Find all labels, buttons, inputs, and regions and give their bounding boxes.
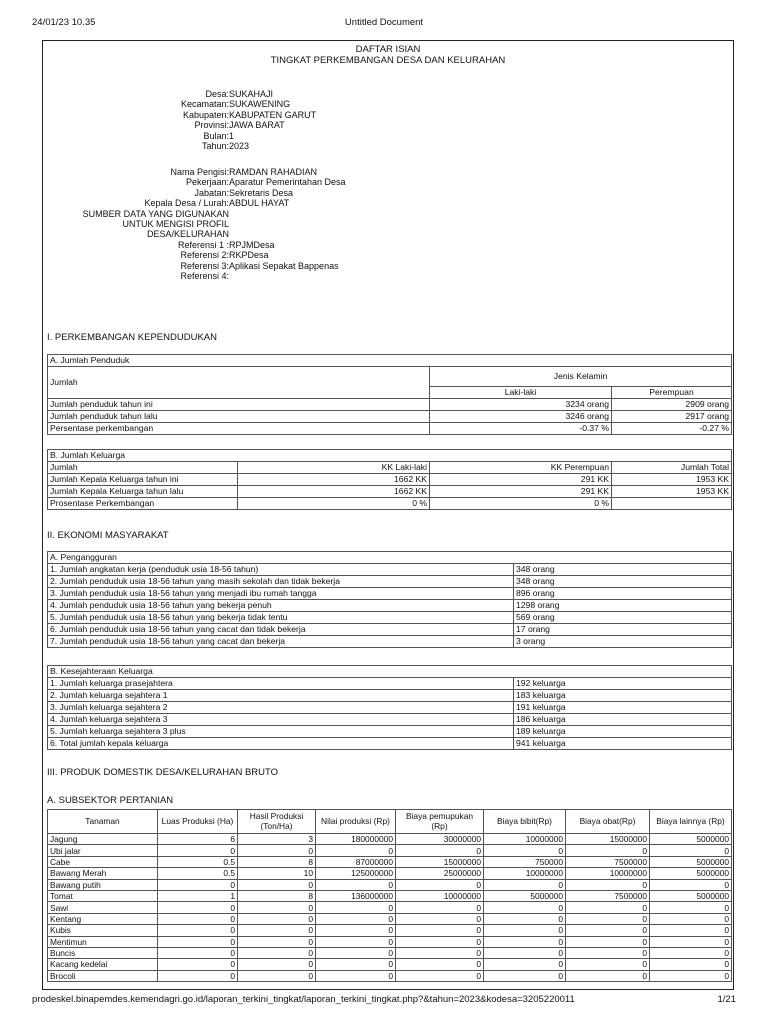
print-doc-title: Untitled Document <box>344 17 424 28</box>
table-row <box>48 612 732 624</box>
agriculture-cell: 0 <box>484 959 566 970</box>
population-label: Persentase perkembangan <box>48 423 430 435</box>
peng-label: 2. Jumlah penduduk usia 18-56 tahun yang masih sekolah dan tidak bekerja <box>48 576 514 588</box>
agriculture-cell: 0 <box>484 902 566 913</box>
identity-row <box>43 141 316 151</box>
filler-value: RPJMDesa <box>229 239 275 250</box>
filler-value: RAMDAN RAHADIAN <box>229 167 318 177</box>
family-cell: 291 KK <box>430 486 612 498</box>
filler-label: SUMBER DATA YANG DIGUNAKAN <box>82 208 229 219</box>
identity-block <box>43 89 316 151</box>
filler-row <box>43 198 346 208</box>
agriculture-cell: 0 <box>158 913 238 924</box>
table-row <box>48 411 732 423</box>
kes-value: 186 keluarga <box>514 714 732 726</box>
agriculture-cell: Cabe <box>48 856 158 867</box>
family-cell: 1662 KK <box>238 474 430 486</box>
agriculture-col-header: Biaya lainnya (Rp) <box>650 810 732 834</box>
agriculture-cell: 0 <box>650 845 732 856</box>
table-row <box>48 714 732 726</box>
table-row <box>48 474 732 486</box>
population-female: -0.27 % <box>612 423 732 435</box>
identity-label: Tahun: <box>201 141 229 152</box>
filler-value: RKPDesa <box>229 250 269 261</box>
agriculture-cell: 87000000 <box>316 856 396 867</box>
agriculture-cell: Tomat <box>48 890 158 901</box>
table-row <box>48 936 732 947</box>
agriculture-cell: 0 <box>484 925 566 936</box>
agriculture-cell: 10 <box>238 868 316 879</box>
kes-label: 1. Jumlah keluarga prasejahtera <box>48 678 514 690</box>
agriculture-cell: 10000000 <box>484 868 566 879</box>
agriculture-cell: 0 <box>316 925 396 936</box>
filler-row <box>43 167 346 177</box>
agriculture-cell: 0 <box>566 902 650 913</box>
agriculture-cell: 10000000 <box>484 834 566 845</box>
family-cell: Jumlah Kepala Keluarga tahun ini <box>48 474 238 486</box>
filler-label: Jabatan: <box>194 187 229 198</box>
agriculture-cell: Bawang putih <box>48 879 158 890</box>
filler-label: Kepala Desa / Lurah: <box>144 198 229 209</box>
identity-label: Bulan: <box>203 130 229 141</box>
agriculture-cell: Ubi jalar <box>48 845 158 856</box>
filler-row <box>43 177 346 187</box>
table-row <box>48 834 732 845</box>
title-line-2: TINGKAT PERKEMBANGAN DESA DAN KELURAHAN <box>270 55 506 66</box>
filler-value: Aplikasi Sepakat Bappenas <box>229 260 339 271</box>
agriculture-cell: 7500000 <box>566 890 650 901</box>
agriculture-col-header: Luas Produksi (Ha) <box>158 810 238 834</box>
kes-label: 4. Jumlah keluarga sejahtera 3 <box>48 714 514 726</box>
table-row <box>48 890 732 901</box>
agriculture-cell: 0 <box>238 879 316 890</box>
agriculture-col-header: Biaya obat(Rp) <box>566 810 650 834</box>
agriculture-cell: 0 <box>396 947 484 958</box>
agriculture-cell: 0 <box>316 959 396 970</box>
identity-row <box>43 131 316 141</box>
family-cell: Prosentase Perkembangan <box>48 498 238 510</box>
agriculture-cell: 0.5 <box>158 868 238 879</box>
population-col-jumlah: Jumlah <box>48 367 430 399</box>
agriculture-cell: 0 <box>650 947 732 958</box>
table-row <box>48 970 732 981</box>
agriculture-cell: 0 <box>650 925 732 936</box>
agriculture-cell: 0 <box>238 959 316 970</box>
agriculture-cell: 0 <box>158 902 238 913</box>
table-row <box>48 947 732 958</box>
identity-value: KABUPATEN GARUT <box>229 109 317 120</box>
document-frame <box>42 40 734 990</box>
filler-row <box>43 271 346 281</box>
agriculture-cell: 15000000 <box>566 834 650 845</box>
identity-label: Provinsi: <box>194 120 229 131</box>
agriculture-cell: 0 <box>238 936 316 947</box>
kes-label: 5. Jumlah keluarga sejahtera 3 plus <box>48 726 514 738</box>
agriculture-cell: 8 <box>238 890 316 901</box>
agriculture-cell: 0 <box>396 959 484 970</box>
identity-value: SUKAWENING <box>229 99 291 110</box>
peng-value: 1298 orang <box>514 600 732 612</box>
table-row <box>48 399 732 411</box>
peng-value: 17 orang <box>514 624 732 636</box>
peng-value: 3 orang <box>514 636 732 648</box>
agriculture-cell: 0 <box>566 947 650 958</box>
identity-label: Kecamatan: <box>180 99 229 110</box>
family-cell: Jumlah Kepala Keluarga tahun lalu <box>48 486 238 498</box>
agriculture-cell: 180000000 <box>316 834 396 845</box>
family-table-title: B. Jumlah Keluarga <box>48 450 732 462</box>
agriculture-cell: 6 <box>158 834 238 845</box>
agriculture-cell: Brocoli <box>48 970 158 981</box>
agriculture-cell: 5000000 <box>484 890 566 901</box>
identity-label: Desa: <box>205 89 229 99</box>
agriculture-cell: 0 <box>396 925 484 936</box>
table-row <box>48 588 732 600</box>
table-row <box>48 636 732 648</box>
agriculture-cell: 0 <box>566 879 650 890</box>
kes-value: 191 keluarga <box>514 702 732 714</box>
kes-value: 192 keluarga <box>514 678 732 690</box>
family-cell: 1953 KK <box>612 486 732 498</box>
agriculture-cell: 0 <box>238 902 316 913</box>
filler-label: Referensi 3: <box>180 260 229 271</box>
filler-label: Referensi 1 : <box>177 239 229 250</box>
identity-value: JAWA BARAT <box>229 120 285 131</box>
agriculture-cell: 7500000 <box>566 856 650 867</box>
agriculture-cell: 125000000 <box>316 868 396 879</box>
table-row <box>48 486 732 498</box>
peng-value: 348 orang <box>514 564 732 576</box>
agriculture-cell: 136000000 <box>316 890 396 901</box>
filler-row <box>43 250 346 260</box>
agriculture-cell: 0 <box>158 959 238 970</box>
agriculture-cell: 30000000 <box>396 834 484 845</box>
agriculture-cell: 0 <box>650 902 732 913</box>
agriculture-cell: 0 <box>650 936 732 947</box>
agriculture-cell: 0 <box>316 845 396 856</box>
agriculture-cell: 25000000 <box>396 868 484 879</box>
table-row <box>48 564 732 576</box>
filler-label: Referensi 2: <box>180 250 229 261</box>
agriculture-cell: 0 <box>316 947 396 958</box>
agriculture-cell: Kentang <box>48 913 158 924</box>
agriculture-cell: 0 <box>566 959 650 970</box>
agriculture-cell: 0 <box>158 925 238 936</box>
agriculture-cell: 0 <box>316 879 396 890</box>
agriculture-cell: 0 <box>238 970 316 981</box>
agriculture-cell: 0 <box>316 970 396 981</box>
agriculture-cell: 0 <box>396 845 484 856</box>
table-row <box>48 702 732 714</box>
agriculture-cell: 0 <box>650 879 732 890</box>
family-col-header: KK Laki-laki <box>238 462 430 474</box>
table-row <box>48 678 732 690</box>
family-cell <box>612 498 732 510</box>
table-row <box>48 959 732 970</box>
peng-label: 4. Jumlah penduduk usia 18-56 tahun yang bekerja penuh <box>48 600 514 612</box>
agriculture-cell: 0 <box>238 947 316 958</box>
agriculture-cell: 0 <box>484 947 566 958</box>
kes-value: 183 keluarga <box>514 690 732 702</box>
population-male: 3234 orang <box>430 399 612 411</box>
agriculture-cell: 0 <box>396 913 484 924</box>
agriculture-cell: 0 <box>396 936 484 947</box>
table-row <box>48 902 732 913</box>
filler-row <box>43 229 346 239</box>
family-col-header: KK Perempuan <box>430 462 612 474</box>
table-row <box>48 600 732 612</box>
table-row <box>48 690 732 702</box>
filler-value: Aparatur Pemerintahan Desa <box>229 177 346 188</box>
population-label: Jumlah penduduk tahun lalu <box>48 411 430 423</box>
identity-value: SUKAHAJI <box>229 89 274 99</box>
agriculture-cell: 0 <box>484 936 566 947</box>
peng-label: 3. Jumlah penduduk usia 18-56 tahun yang menjadi ibu rumah tangga <box>48 588 514 600</box>
filler-value: ABDUL HAYAT <box>229 198 290 209</box>
agriculture-col-header: Tanaman <box>48 810 158 834</box>
agriculture-cell: Kacang kedelai <box>48 959 158 970</box>
agriculture-cell: 3 <box>238 834 316 845</box>
agriculture-cell: 5000000 <box>650 868 732 879</box>
section-2-heading: II. EKONOMI MASYARAKAT <box>47 530 169 541</box>
filler-row <box>43 188 346 198</box>
agriculture-cell: Bawang Merah <box>48 868 158 879</box>
agriculture-cell: Sawi <box>48 902 158 913</box>
agriculture-cell: 0 <box>566 970 650 981</box>
table-row <box>48 868 732 879</box>
title-line-1: DAFTAR ISIAN <box>355 44 421 55</box>
agriculture-cell: 5000000 <box>650 890 732 901</box>
family-col-header: Jumlah Total <box>612 462 732 474</box>
identity-row <box>43 99 316 109</box>
agriculture-cell: Buncis <box>48 947 158 958</box>
agriculture-col-header: Biaya pemupukan (Rp) <box>396 810 484 834</box>
peng-label: 6. Jumlah penduduk usia 18-56 tahun yang cacat dan tidak bekerja <box>48 624 514 636</box>
agriculture-cell: 0 <box>484 970 566 981</box>
agriculture-cell: 0 <box>158 936 238 947</box>
family-table <box>47 449 732 510</box>
agriculture-cell: 0 <box>484 845 566 856</box>
table-row <box>48 738 732 750</box>
welfare-table-title: B. Kesejahteraan Keluarga <box>48 666 732 678</box>
filler-row <box>43 261 346 271</box>
filler-label: Referensi 4: <box>180 271 229 282</box>
population-label: Jumlah penduduk tahun ini <box>48 399 430 411</box>
filler-row <box>43 209 346 219</box>
agriculture-cell: Jagung <box>48 834 158 845</box>
identity-label: Kabupaten: <box>182 109 229 120</box>
agriculture-cell: 0 <box>316 902 396 913</box>
agriculture-cell: 15000000 <box>396 856 484 867</box>
population-male: -0.37 % <box>430 423 612 435</box>
filler-row <box>43 219 346 229</box>
peng-value: 569 orang <box>514 612 732 624</box>
peng-label: 5. Jumlah penduduk usia 18-56 tahun yang bekerja tidak tentu <box>48 612 514 624</box>
identity-value: 1 <box>229 130 235 141</box>
agriculture-col-header: Nilai produksi (Rp) <box>316 810 396 834</box>
identity-value: 2023 <box>229 141 250 152</box>
filler-value: Sekretaris Desa <box>229 187 294 198</box>
agriculture-cell: 0 <box>484 879 566 890</box>
table-row <box>48 856 732 867</box>
identity-row <box>43 110 316 120</box>
subsection-agriculture: A. SUBSEKTOR PERTANIAN <box>47 795 174 806</box>
peng-value: 348 orang <box>514 576 732 588</box>
agriculture-cell: 0 <box>396 879 484 890</box>
filler-block <box>43 167 346 281</box>
agriculture-cell: 0 <box>566 925 650 936</box>
agriculture-cell: 0 <box>650 959 732 970</box>
table-row <box>48 624 732 636</box>
agriculture-col-header: Biaya bibit(Rp) <box>484 810 566 834</box>
agriculture-cell: 1 <box>158 890 238 901</box>
agriculture-cell: 0 <box>650 970 732 981</box>
family-cell: 1953 KK <box>612 474 732 486</box>
section-1-heading: I. PERKEMBANGAN KEPENDUDUKAN <box>47 332 217 343</box>
population-female: 2917 orang <box>612 411 732 423</box>
agriculture-cell: 5000000 <box>650 834 732 845</box>
document-title <box>43 44 733 66</box>
table-row <box>48 925 732 936</box>
filler-label: Nama Pengisi: <box>170 167 229 177</box>
table-row <box>48 879 732 890</box>
agriculture-cell: 8 <box>238 856 316 867</box>
filler-label: DESA/KELURAHAN <box>146 229 229 240</box>
table-row <box>48 726 732 738</box>
kes-label: 6. Total jumlah kepala keluarga <box>48 738 514 750</box>
agriculture-cell: 10000000 <box>566 868 650 879</box>
agriculture-cell: 0 <box>316 913 396 924</box>
agriculture-cell: 0 <box>238 845 316 856</box>
agriculture-cell: 5000000 <box>650 856 732 867</box>
table-row <box>48 498 732 510</box>
agriculture-cell: 0 <box>396 902 484 913</box>
print-url: prodeskel.binapemdes.kemendagri.go.id/laporan_terkini_tingkat/laporan_terkini_tingkat.php?&tahun=2023&kodesa=3205220011 <box>32 994 575 1005</box>
agriculture-cell: 750000 <box>484 856 566 867</box>
agriculture-cell: 0 <box>158 970 238 981</box>
agriculture-cell: 0.5 <box>158 856 238 867</box>
agriculture-cell: 0 <box>238 913 316 924</box>
population-col-male: Laki-laki <box>430 387 612 399</box>
welfare-table <box>47 665 732 750</box>
agriculture-cell: 0 <box>566 845 650 856</box>
family-cell: 0 % <box>430 498 612 510</box>
population-table-title: A. Jumlah Penduduk <box>48 355 732 367</box>
population-female: 2909 orang <box>612 399 732 411</box>
agriculture-cell: Mentimun <box>48 936 158 947</box>
agriculture-cell: 0 <box>566 936 650 947</box>
peng-label: 7. Jumlah penduduk usia 18-56 tahun yang cacat dan bekerja <box>48 636 514 648</box>
agriculture-cell: Kubis <box>48 925 158 936</box>
population-male: 3246 orang <box>430 411 612 423</box>
peng-value: 896 orang <box>514 588 732 600</box>
population-col-gender: Jenis Kelamin <box>430 367 732 387</box>
table-row <box>48 913 732 924</box>
population-col-female: Perempuan <box>612 387 732 399</box>
print-page-number: 1/21 <box>717 994 736 1005</box>
kes-label: 2. Jumlah keluarga sejahtera 1 <box>48 690 514 702</box>
agriculture-col-header: Hasil Produksi (Ton/Ha) <box>238 810 316 834</box>
family-cell: 0 % <box>238 498 430 510</box>
family-col-header: Jumlah <box>48 462 238 474</box>
filler-label: Pekerjaan: <box>185 177 229 188</box>
section-3-heading: III. PRODUK DOMESTIK DESA/KELURAHAN BRUTO <box>47 767 279 778</box>
agriculture-cell: 0 <box>158 845 238 856</box>
agriculture-cell: 0 <box>316 936 396 947</box>
agriculture-cell: 10000000 <box>396 890 484 901</box>
unemployment-table-title: A. Pengangguran <box>48 552 732 564</box>
kes-value: 189 keluarga <box>514 726 732 738</box>
agriculture-table <box>47 809 732 982</box>
agriculture-cell: 0 <box>396 970 484 981</box>
population-table <box>47 354 732 435</box>
print-header <box>0 17 768 29</box>
table-row <box>48 576 732 588</box>
kes-label: 3. Jumlah keluarga sejahtera 2 <box>48 702 514 714</box>
family-cell: 291 KK <box>430 474 612 486</box>
table-row <box>48 845 732 856</box>
agriculture-cell: 0 <box>566 913 650 924</box>
kes-value: 941 keluarga <box>514 738 732 750</box>
print-datetime: 24/01/23 10.35 <box>32 17 96 28</box>
peng-label: 1. Jumlah angkatan kerja (penduduk usia 18-56 tahun) <box>48 564 514 576</box>
agriculture-cell: 0 <box>158 947 238 958</box>
unemployment-table <box>47 551 732 648</box>
identity-row <box>43 89 316 99</box>
family-cell: 1662 KK <box>238 486 430 498</box>
filler-row <box>43 240 346 250</box>
agriculture-cell: 0 <box>484 913 566 924</box>
agriculture-cell: 0 <box>238 925 316 936</box>
identity-row <box>43 120 316 130</box>
table-row <box>48 423 732 435</box>
agriculture-cell: 0 <box>158 879 238 890</box>
agriculture-cell: 0 <box>650 913 732 924</box>
filler-label: UNTUK MENGISI PROFIL <box>122 219 229 230</box>
